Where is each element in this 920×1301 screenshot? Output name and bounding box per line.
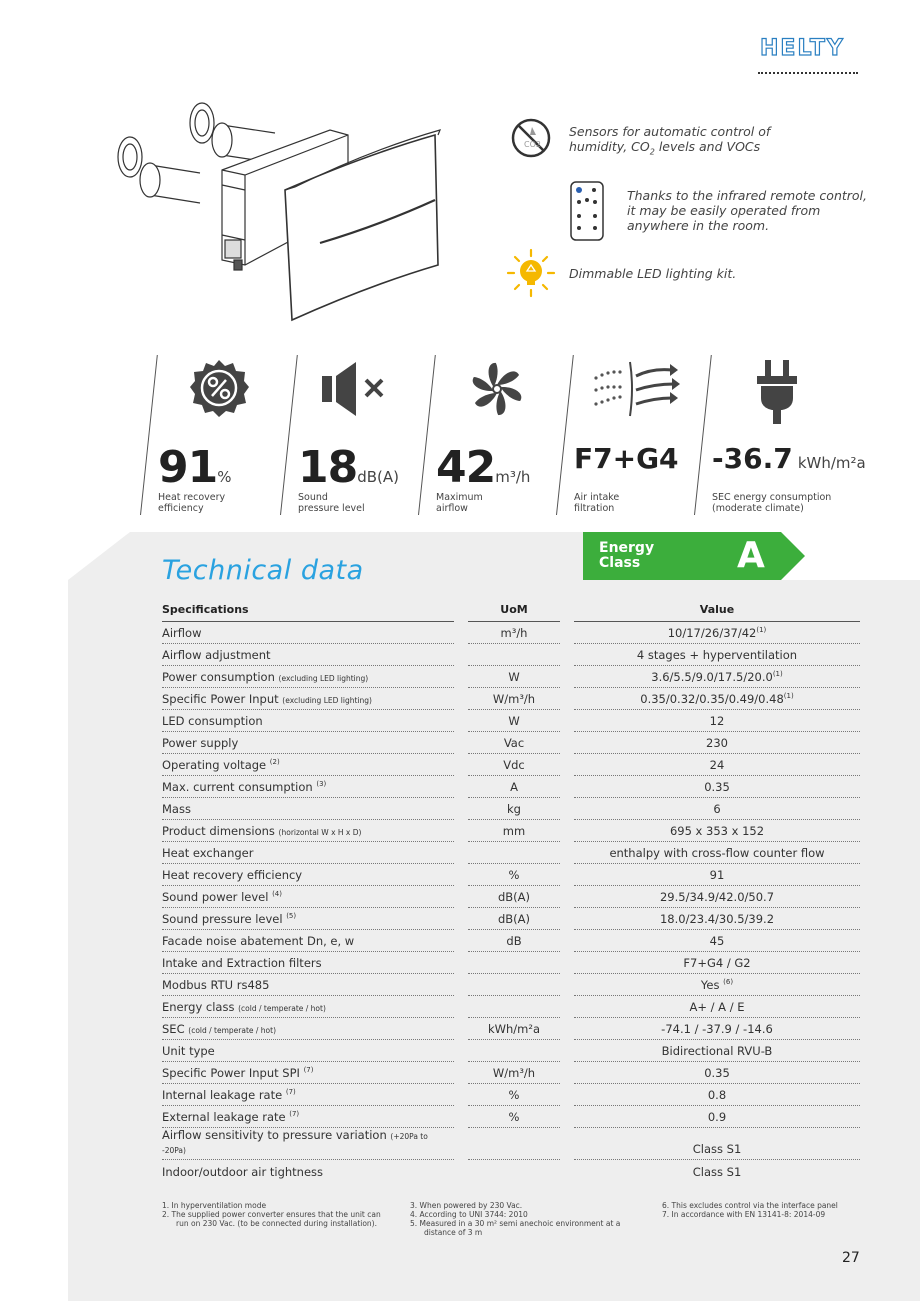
led-bulb-icon bbox=[506, 248, 556, 298]
spec-cell: Specific Power Input (excluding LED lighting) bbox=[162, 688, 454, 710]
uom-cell bbox=[468, 842, 560, 864]
spec-cell: Airflow sensitivity to pressure variation (+20Pa to -20Pa) bbox=[162, 1128, 454, 1160]
value-cell: Class S1 bbox=[574, 1128, 860, 1160]
spec-cell: Max. current consumption $^{(3)}$ bbox=[162, 776, 454, 798]
energy-class-label: Energy Class bbox=[599, 540, 655, 571]
value-cell: Class S1 bbox=[692, 1165, 742, 1179]
speaker-mute-icon bbox=[320, 358, 390, 420]
stat-unit: kWh/m²a bbox=[797, 454, 866, 472]
uom-cell bbox=[468, 644, 560, 666]
value-cell: Bidirectional RVU-B bbox=[574, 1040, 860, 1062]
percent-badge-icon bbox=[188, 358, 250, 420]
uom-cell: kg bbox=[468, 798, 560, 820]
value-cell: 4 stages + hyperventilation bbox=[574, 644, 860, 666]
uom-cell: kWh/m²a bbox=[468, 1018, 560, 1040]
uom-cell bbox=[468, 1128, 560, 1160]
spec-cell: Operating voltage $^{(2)}$ bbox=[162, 754, 454, 776]
value-cell: Yes $^{(6)}$ bbox=[574, 974, 860, 996]
spec-cell: Sound power level $^{(4)}$ bbox=[162, 886, 454, 908]
table-row bbox=[162, 644, 860, 666]
table-row bbox=[162, 776, 860, 798]
spec-cell: LED consumption bbox=[162, 710, 454, 732]
table-row bbox=[162, 974, 860, 996]
uom-cell: mm bbox=[468, 820, 560, 842]
stat-caption: SEC energy consumption (moderate climate) bbox=[712, 492, 832, 514]
power-plug-icon bbox=[754, 358, 800, 430]
table-row bbox=[162, 908, 860, 930]
spec-cell: External leakage rate $^{(7)}$ bbox=[162, 1106, 454, 1128]
table-row bbox=[162, 732, 860, 754]
stat-caption: Air intake filtration bbox=[574, 492, 620, 514]
no-co2-sensor-icon bbox=[510, 117, 552, 159]
uom-cell: W/m³/h bbox=[468, 688, 560, 710]
spec-cell: Mass bbox=[162, 798, 454, 820]
footnotes-col-1: 1. In hyperventilation mode 2. The supplied power converter ensures that the unit can run on 230 Vac. (to be connected during installation). bbox=[162, 1201, 381, 1228]
value-cell: 0.9 bbox=[574, 1106, 860, 1128]
key-stats bbox=[140, 350, 880, 520]
spec-cell: Sound pressure level $^{(5)}$ bbox=[162, 908, 454, 930]
table-row bbox=[162, 666, 860, 688]
spec-cell: Power consumption (excluding LED lighting) bbox=[162, 666, 454, 688]
value-cell: 10/17/26/37/42$^{(1)}$ bbox=[574, 622, 860, 644]
stat-value: 91 bbox=[158, 442, 218, 493]
value-cell: 0.8 bbox=[574, 1084, 860, 1106]
energy-class-value: A bbox=[737, 535, 765, 576]
value-cell: 3.6/5.5/9.0/17.5/20.0$^{(1)}$ bbox=[574, 666, 860, 688]
uom-cell: Vdc bbox=[468, 754, 560, 776]
page-number: 27 bbox=[842, 1250, 860, 1266]
stat-max-airflow bbox=[418, 350, 556, 520]
svg-text:CO2: CO2 bbox=[524, 140, 541, 149]
stat-filtration bbox=[556, 350, 694, 520]
value-cell: enthalpy with cross-flow counter flow bbox=[574, 842, 860, 864]
feature-remote-control: Thanks to the infrared remote control, it may be easily operated from anywhere in the room. bbox=[627, 188, 868, 233]
table-row bbox=[162, 1084, 860, 1106]
uom-cell: W bbox=[468, 666, 560, 688]
table-row bbox=[162, 930, 860, 952]
stat-unit: m³/h bbox=[495, 468, 531, 486]
table-row bbox=[162, 1040, 860, 1062]
stat-unit: % bbox=[217, 468, 232, 486]
uom-cell bbox=[468, 974, 560, 996]
uom-cell: W bbox=[468, 710, 560, 732]
spec-cell: Heat recovery efficiency bbox=[162, 864, 454, 886]
feature-sensors: Sensors for automatic control of humidity, $CO_2$ levels and VOCs bbox=[569, 124, 771, 157]
value-cell: A+ / A / E bbox=[574, 996, 860, 1018]
spec-cell: Heat exchanger bbox=[162, 842, 454, 864]
table-row bbox=[162, 754, 860, 776]
uom-cell bbox=[468, 1160, 560, 1182]
header-uom: UoM bbox=[468, 600, 560, 622]
stat-sec-energy bbox=[694, 350, 880, 520]
table-row bbox=[162, 952, 860, 974]
air-filter-icon bbox=[592, 358, 682, 420]
spec-cell: Intake and Extraction filters bbox=[162, 952, 454, 974]
value-cell: 0.35 bbox=[574, 1062, 860, 1084]
spec-cell: Facade noise abatement Dn, e, w bbox=[162, 930, 454, 952]
stat-caption: Heat recovery efficiency bbox=[158, 492, 226, 514]
table-row bbox=[162, 1106, 860, 1128]
value-cell: 12 bbox=[574, 710, 860, 732]
footnotes-col-2: 3. When powered by 230 Vac. 4. According to UNI 3744: 2010 5. Measured in a 30 m² semi anechoic environment at a distance of 3 m bbox=[410, 1201, 621, 1237]
uom-cell: W/m³/h bbox=[468, 1062, 560, 1084]
uom-cell: dB bbox=[468, 930, 560, 952]
spec-cell: Energy class (cold / temperate / hot) bbox=[162, 996, 454, 1018]
uom-cell: % bbox=[468, 864, 560, 886]
value-cell: 0.35/0.32/0.35/0.49/0.48$^{(1)}$ bbox=[574, 688, 860, 710]
table-row bbox=[162, 798, 860, 820]
fan-icon bbox=[466, 358, 528, 420]
ventilation-unit-illustration bbox=[110, 95, 490, 335]
value-cell: 29.5/34.9/42.0/50.7 bbox=[574, 886, 860, 908]
spec-cell: Indoor/outdoor air tightness bbox=[162, 1165, 324, 1179]
uom-cell: A bbox=[468, 776, 560, 798]
stat-value: 18 bbox=[298, 442, 358, 493]
remote-control-icon bbox=[569, 180, 605, 242]
stat-value: -36.7 bbox=[712, 442, 793, 475]
header-spec: Specifications bbox=[162, 600, 454, 622]
spec-cell: Specific Power Input SPI $^{(7)}$ bbox=[162, 1062, 454, 1084]
value-cell: 695 x 353 x 152 bbox=[574, 820, 860, 842]
spec-cell: Modbus RTU rs485 bbox=[162, 974, 454, 996]
brand-logo: HELTY bbox=[760, 36, 845, 61]
section-title: Technical data bbox=[162, 555, 364, 586]
table-row bbox=[162, 886, 860, 908]
uom-cell: % bbox=[468, 1106, 560, 1128]
stat-caption: Maximum airflow bbox=[436, 492, 483, 514]
value-cell: 230 bbox=[574, 732, 860, 754]
stat-sound-pressure bbox=[280, 350, 418, 520]
uom-cell: Vac bbox=[468, 732, 560, 754]
uom-cell bbox=[468, 952, 560, 974]
feature-led-lighting: Dimmable LED lighting kit. bbox=[569, 266, 737, 281]
uom-cell bbox=[468, 996, 560, 1018]
stat-heat-recovery bbox=[140, 350, 280, 520]
value-cell: -74.1 / -37.9 / -14.6 bbox=[574, 1018, 860, 1040]
uom-cell: % bbox=[468, 1084, 560, 1106]
value-cell: 45 bbox=[574, 930, 860, 952]
table-row bbox=[162, 996, 860, 1018]
table-row bbox=[162, 842, 860, 864]
spec-cell: SEC (cold / temperate / hot) bbox=[162, 1018, 454, 1040]
table-header bbox=[162, 600, 860, 622]
energy-class-badge bbox=[583, 532, 805, 580]
table-row bbox=[162, 710, 860, 732]
table-row bbox=[162, 1160, 860, 1182]
value-cell: 6 bbox=[574, 798, 860, 820]
stat-value: 42 bbox=[436, 442, 496, 493]
uom-cell: dB(A) bbox=[468, 886, 560, 908]
spec-cell: Unit type bbox=[162, 1040, 454, 1062]
spec-cell: Airflow adjustment bbox=[162, 644, 454, 666]
logo-divider bbox=[758, 72, 858, 74]
header-value: Value bbox=[574, 600, 860, 622]
table-row bbox=[162, 1018, 860, 1040]
uom-cell: m³/h bbox=[468, 622, 560, 644]
value-cell: 24 bbox=[574, 754, 860, 776]
uom-cell bbox=[468, 1040, 560, 1062]
table-row bbox=[162, 820, 860, 842]
uom-cell: dB(A) bbox=[468, 908, 560, 930]
value-cell: F7+G4 / G2 bbox=[574, 952, 860, 974]
table-row bbox=[162, 1062, 860, 1084]
table-row bbox=[162, 688, 860, 710]
stat-value: F7+G4 bbox=[574, 442, 679, 475]
table-row bbox=[162, 622, 860, 644]
value-cell: 91 bbox=[574, 864, 860, 886]
spec-table bbox=[162, 600, 860, 1182]
stat-unit: dB(A) bbox=[357, 468, 400, 486]
table-row bbox=[162, 864, 860, 886]
value-cell: 18.0/23.4/30.5/39.2 bbox=[574, 908, 860, 930]
value-cell: 0.35 bbox=[574, 776, 860, 798]
spec-cell: Internal leakage rate $^{(7)}$ bbox=[162, 1084, 454, 1106]
footnotes-col-3: 6. This excludes control via the interface panel 7. In accordance with EN 13141-8: 2014-09 bbox=[662, 1201, 838, 1219]
stat-caption: Sound pressure level bbox=[298, 492, 365, 514]
table-row bbox=[162, 1128, 860, 1160]
spec-cell: Airflow bbox=[162, 622, 454, 644]
spec-cell: Product dimensions (horizontal W x H x D) bbox=[162, 820, 454, 842]
spec-cell: Power supply bbox=[162, 732, 454, 754]
